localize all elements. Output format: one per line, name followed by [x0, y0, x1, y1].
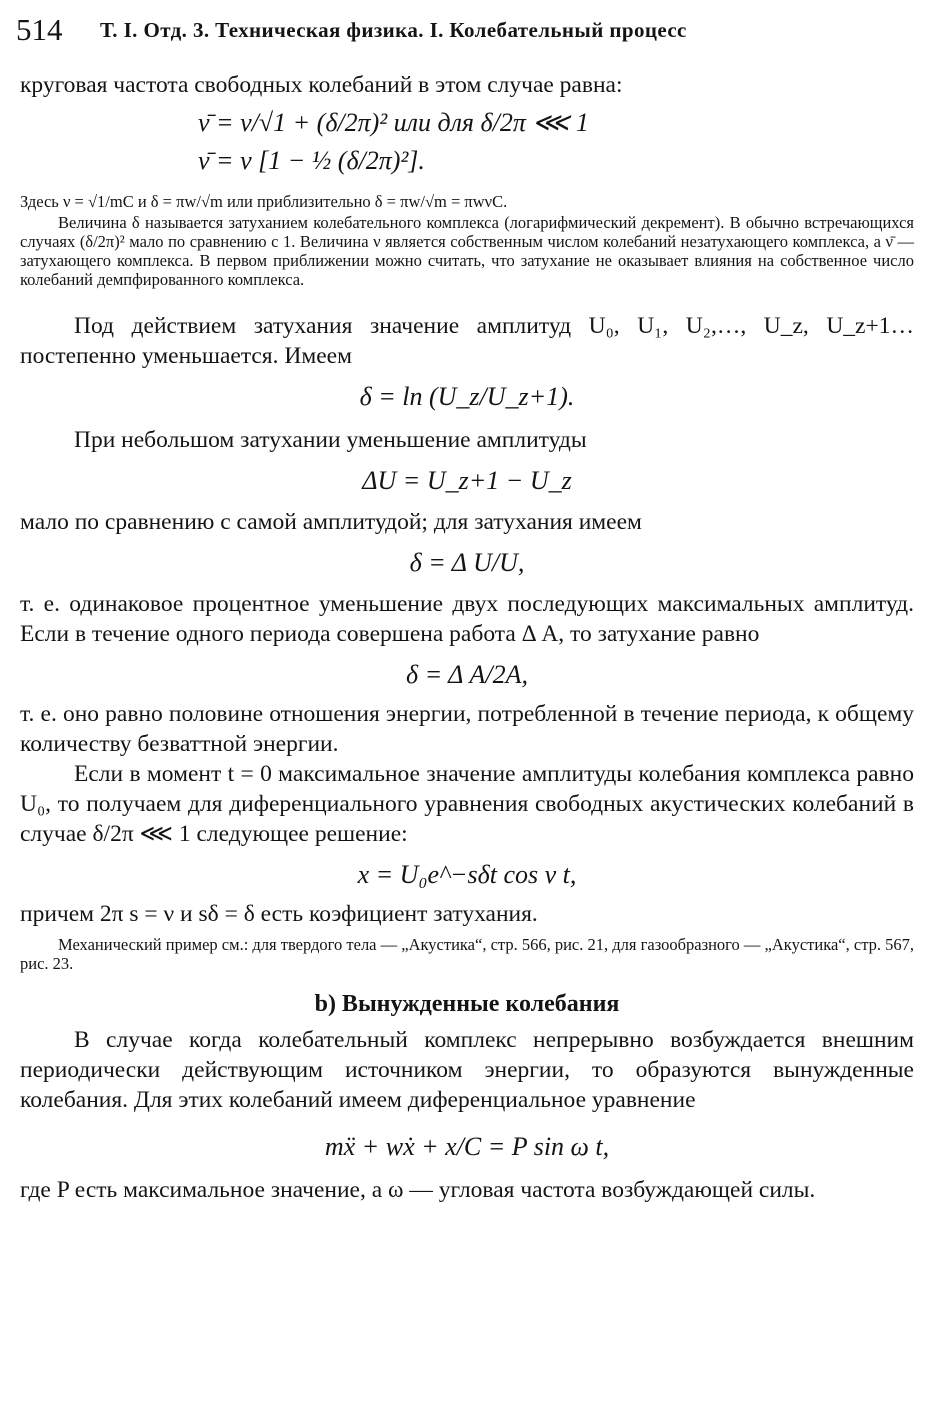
- paragraph-8: причем 2π s = ν и sδ = δ есть коэфициент затухания.: [20, 901, 538, 927]
- paragraph-3: При небольшом затухании уменьшение амплитуды: [74, 427, 587, 453]
- page-number: 514: [16, 12, 63, 47]
- equation-4: ΔU = U_z+1 − U_z: [362, 466, 572, 495]
- paragraph-6: т. е. оно равно половине отношения энергии, потребленной в течение периода, к общему количеству безваттной энергии.: [20, 701, 914, 757]
- footnote-3: Механический пример см.: для твердого тела — „Акустика“, стр. 566, рис. 21, для газообразного — „Акустика“, стр. 567, рис. 23.: [20, 935, 914, 973]
- equation-8: mẍ + wẋ + x/C = P sin ω t,: [324, 1132, 610, 1161]
- paragraph-1: круговая частота свободных колебаний в этом случае равна:: [20, 72, 623, 98]
- paragraph-4: мало по сравнению с самой амплитудой; для затухания имеем: [20, 509, 642, 535]
- paragraph-5: т. е. одинаковое процентное уменьшение двух последующих максимальных амплитуд. Если в течение одного периода совершена работа Δ A, то затухание равно: [20, 591, 914, 647]
- paragraph-10: где P есть максимальное значение, а ω — угловая частота возбуждающей силы.: [20, 1177, 816, 1203]
- equation-5: δ = Δ U/U,: [409, 548, 525, 577]
- page-body: [20, 70, 914, 1205]
- equation-3: δ = ln (U_z/U_z+1).: [359, 382, 575, 411]
- equation-7: x = U₀e^−sδt cos ν t,: [357, 860, 577, 889]
- paragraph-7: Если в момент t = 0 максимальное значение амплитуды колебания комплекса равно U₀, то получаем для диференциального уравнения свободных акустических колебаний в случае δ/2π ⋘ 1 следующее решение:: [20, 761, 914, 847]
- footnote-1: Здесь ν = √1/mC и δ = πw/√m или приблизительно δ = πw/√m = πwνC.: [20, 192, 508, 211]
- paragraph-2: Под действием затухания значение амплитуд U₀, U₁, U₂,…, U_z, U_z+1… постепенно уменьшается. Имеем: [20, 313, 914, 369]
- running-title: Т. I. Отд. 3. Техническая физика. I. Колебательный процесс: [100, 18, 687, 42]
- equation-2: ν̄ = ν [1 − ½ (δ/2π)²].: [198, 146, 425, 175]
- equation-6: δ = Δ A/2A,: [406, 660, 528, 689]
- equation-1: ν̄ = ν/√1 + (δ/2π)² или для δ/2π ⋘ 1: [198, 108, 589, 137]
- section-heading: b) Вынужденные колебания: [314, 991, 620, 1017]
- page-header: [16, 12, 916, 52]
- paragraph-9: В случае когда колебательный комплекс непрерывно возбуждается внешним периодически действующим источником энергии, то образуются вынужденные колебания. Для этих колебаний имеем диференциальное уравнение: [20, 1027, 914, 1113]
- footnote-2: Величина δ называется затуханием колебательного комплекса (логарифмический декремент). В обычно встречающихся случаях (δ/2π)² мало по сравнению с 1. Величина ν является собственным числом колебаний незатухающего комплекса, а ν̄ — затухающего комплекса. В первом приближении можно считать, что затухание не оказывает влияния на собственное число колебаний демпфированного комплекса.: [20, 213, 914, 289]
